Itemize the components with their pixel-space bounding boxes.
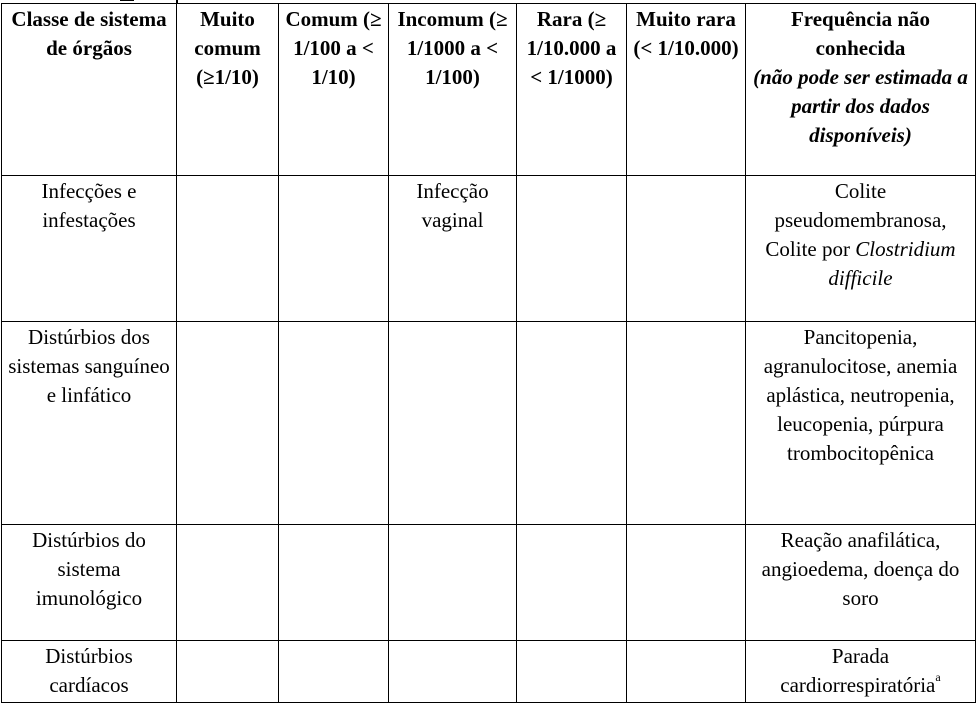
frequency-unknown-text: Parada cardiorrespiratória xyxy=(780,644,936,697)
common-cell xyxy=(279,525,389,641)
frequency-unknown-italic-text: Clostridium difficile xyxy=(828,237,956,290)
frequency-unknown-text: Colite pseudomembranosa, Colite por xyxy=(765,179,947,261)
header-very-rare: Muito rara (< 1/10.000) xyxy=(627,4,746,176)
organ-system-cell: Infecções e infestações xyxy=(2,176,177,322)
frequency-unknown-cell: Pancitopenia, agranulocitose, anemia aplástica, neutropenia, leucopenia, púrpura trombocitopênica xyxy=(746,322,976,525)
header-organ-system-class: Classe de sistema de órgãos xyxy=(2,4,177,176)
rare-cell xyxy=(517,641,627,703)
very-rare-cell xyxy=(627,176,746,322)
header-rare: Rara (≥ 1/10.000 a < 1/1000) xyxy=(517,4,627,176)
table-row xyxy=(2,322,976,525)
header-very-common: Muito comum (≥1/10) xyxy=(177,4,279,176)
uncommon-cell xyxy=(389,322,517,525)
common-cell xyxy=(279,641,389,703)
rare-cell xyxy=(517,176,627,322)
table-row xyxy=(2,176,976,322)
common-cell xyxy=(279,322,389,525)
uncommon-cell: Infecção vaginal xyxy=(389,176,517,322)
very-rare-cell xyxy=(627,641,746,703)
header-frequency-unknown-label: Frequência não conhecida xyxy=(790,7,931,60)
rare-cell xyxy=(517,525,627,641)
frequency-unknown-cell xyxy=(746,641,976,703)
very-rare-cell xyxy=(627,322,746,525)
common-cell xyxy=(279,176,389,322)
uncommon-cell xyxy=(389,641,517,703)
footnote-marker: a xyxy=(935,670,941,684)
rare-cell xyxy=(517,322,627,525)
header-frequency-unknown-note: (não pode ser estimada a partir dos dados disponíveis) xyxy=(753,65,968,147)
table-header-row xyxy=(2,4,976,176)
table-row xyxy=(2,525,976,641)
adverse-reactions-table xyxy=(1,3,976,703)
header-frequency-unknown xyxy=(746,4,976,176)
frequency-unknown-cell: Reação anafilática, angioedema, doença do soro xyxy=(746,525,976,641)
organ-system-cell: Distúrbios do sistema imunológico xyxy=(2,525,177,641)
cut-off-text-fragment xyxy=(120,0,134,1)
table-row xyxy=(2,641,976,703)
frequency-unknown-cell xyxy=(746,176,976,322)
organ-system-cell: Distúrbios dos sistemas sanguíneo e linfático xyxy=(2,322,177,525)
header-uncommon: Incomum (≥ 1/1000 a < 1/100) xyxy=(389,4,517,176)
organ-system-cell: Distúrbios cardíacos xyxy=(2,641,177,703)
uncommon-cell xyxy=(389,525,517,641)
very-common-cell xyxy=(177,641,279,703)
header-common: Comum (≥ 1/100 a < 1/10) xyxy=(279,4,389,176)
very-common-cell xyxy=(177,176,279,322)
very-rare-cell xyxy=(627,525,746,641)
very-common-cell xyxy=(177,525,279,641)
very-common-cell xyxy=(177,322,279,525)
